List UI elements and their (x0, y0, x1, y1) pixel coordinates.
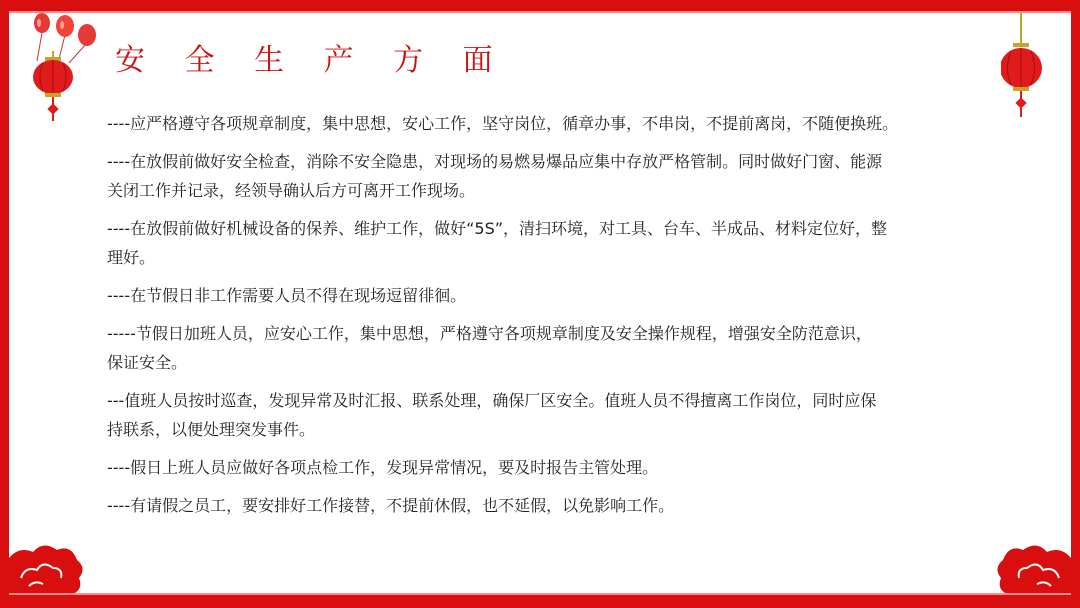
slide-frame (9, 11, 1071, 595)
rule-text-line: ----在放假前做好安全检查，消除不安全隐患，对现场的易燃易爆品应集中存放严格管制。同时做好门窗、能源 (107, 152, 883, 171)
page-title: 安 全 生 产 方 面 (115, 43, 508, 78)
rule-paragraph (107, 319, 1007, 377)
rule-paragraph (107, 147, 1007, 205)
rule-text-line: ---值班人员按时巡查，发现异常及时汇报、联系处理，确保厂区安全。值班人员不得擅离工作岗位，同时应保 (107, 391, 877, 410)
rule-text-line: 关闭工作并记录，经领导确认后方可离开工作现场。 (107, 181, 476, 200)
rule-paragraph (107, 281, 1007, 310)
rule-paragraph (107, 453, 1007, 482)
rule-text-line: 保证安全。 (107, 353, 188, 372)
rule-paragraph (107, 491, 1007, 520)
rule-text-line: ----有请假之员工，要安排好工作接替，不提前休假，也不延假，以免影响工作。 (107, 496, 675, 515)
lantern-icon (1001, 13, 1071, 123)
balloons-and-lantern-icon (9, 13, 109, 123)
rule-text-line: ----假日上班人员应做好各项点检工作，发现异常情况，要及时报告主管处理。 (107, 458, 659, 477)
rule-text-line: ----在节假日非工作需要人员不得在现场逗留徘徊。 (107, 286, 467, 305)
rule-paragraph (107, 109, 1007, 138)
rule-text-line: ----在放假前做好机械设备的保养、维护工作，做好“5S”，清扫环境，对工具、台车、半成品、材料定位好，整 (107, 219, 888, 238)
rules-list (107, 109, 1007, 529)
rule-text-line: -----节假日加班人员，应安心工作，集中思想，严格遵守各项规章制度及安全操作规程，增强安全防范意识， (107, 324, 872, 343)
auspicious-cloud-icon (9, 538, 89, 593)
auspicious-cloud-icon (991, 538, 1071, 593)
rule-text-line: 理好。 (107, 248, 156, 267)
rule-text-line: 持联系，以便处理突发事件。 (107, 420, 316, 439)
rule-text-line: ----应严格遵守各项规章制度，集中思想，安心工作，坚守岗位，循章办事，不串岗，不提前离岗，不随便换班。 (107, 114, 899, 133)
rule-paragraph (107, 386, 1007, 444)
rule-paragraph (107, 214, 1007, 272)
